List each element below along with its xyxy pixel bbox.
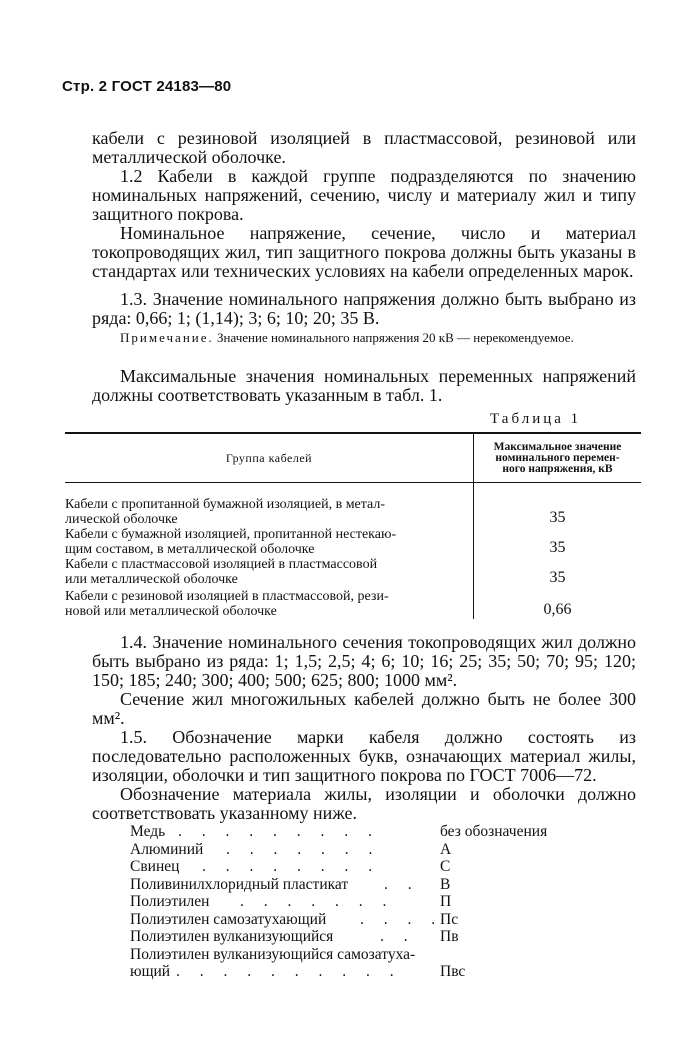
cell-line: новой или металлической оболочке — [65, 603, 277, 619]
leader-dots: . . — [380, 928, 416, 945]
material-name: Медь — [130, 823, 166, 840]
material-code: Пс — [440, 910, 459, 928]
material-code: В — [440, 875, 451, 893]
paragraph-1-4: 1.4. Значение номинального сечения токопроводящих жил должно быть выбрано из ряда: 1; 1,5; 2,5; 4; 6; 10; 16; 25; 35; 50; 70; 95; 120; 150; 185; 240; 300; 400; 500; 625; 800; 1000 мм². — [92, 632, 636, 690]
header-line: номинального перемен- — [495, 451, 620, 464]
cable-group-cell — [65, 557, 474, 587]
leader-dots: . . . . — [360, 910, 444, 928]
material-name: Полиэтилен вулканизующийся — [130, 928, 334, 945]
table-header-max-voltage — [474, 433, 642, 483]
leader-dots: . . . . . . . — [226, 840, 381, 858]
leader-dots: . . — [384, 875, 420, 893]
page-header: Стр. 2 ГОСТ 24183—80 — [62, 78, 232, 95]
material-code: Пв — [440, 928, 459, 945]
paragraph-nominal-voltage-spec: Номинальное напряжение, сечение, число и материал токопроводящих жил, тип защитного покрова должны быть указаны в стандартах или технических условиях на кабели определенных марок. — [92, 223, 636, 281]
cell-line: Кабели с бумажной изоляцией, пропитанной нестекаю- — [65, 527, 397, 542]
table-caption: Таблица 1 — [490, 411, 582, 427]
table-row — [65, 557, 641, 587]
cell-line: щим составом, в металлической оболочке — [65, 541, 315, 557]
voltage-value: 0,66 — [474, 587, 642, 619]
material-code: без обозначения — [440, 823, 548, 840]
voltage-value: 35 — [474, 557, 642, 587]
material-code: П — [440, 893, 452, 910]
cell-line: Кабели с пропитанной бумажной изоляцией, в метал- — [65, 497, 386, 512]
note-label: Примечание. — [120, 330, 214, 345]
header-line: ного напряжения, кВ — [502, 462, 613, 475]
cable-group-cell — [65, 587, 474, 619]
cell-line: или металлической оболочке — [65, 571, 238, 587]
paragraph-1-5: 1.5. Обозначение марки кабеля должно состоять из последовательно расположенных букв, означающих материал жилы, изоляции, оболочки и тип защитного покрова по ГОСТ 7006—72. — [92, 727, 636, 785]
table-row — [65, 483, 641, 528]
table-1 — [65, 432, 641, 619]
table-header-group: Группа кабелей — [65, 433, 474, 483]
paragraph-cable-types-end: кабели с резиновой изоляцией в пластмассовой, резиновой или металлической оболочке. — [92, 128, 636, 167]
cable-group-cell — [65, 527, 474, 557]
paragraph-1-3: 1.3. Значение номинального напряжения должно быть выбрано из ряда: 0,66; 1; (1,14); 3; 6; 10; 20; 35 В. — [92, 289, 636, 328]
material-name: Полиэтилен — [130, 893, 210, 910]
material-name: Алюминий — [130, 840, 204, 858]
paragraph-material-designation: Обозначение материала жилы, изоляции и оболочки должно соответствовать указанному ниже. — [92, 784, 636, 823]
table-row — [65, 527, 641, 557]
leader-dots: . . . . . . . . . — [178, 823, 380, 840]
material-name: Полиэтилен самозатухающий — [130, 910, 327, 928]
paragraph-max-voltages: Максимальные значения номинальных переменных напряжений должны соответствовать указанным в табл. 1. — [92, 366, 636, 405]
note — [92, 330, 636, 345]
paragraph-1-2: 1.2 Кабели в каждой группе подразделяются по значению номинальных напряжений, сечению, числу и материалу жил и типу защитного покрова. — [92, 166, 636, 224]
material-name: Полиэтилен вулканизующийся самозатуха- — [130, 945, 416, 963]
header-line: Максимальное значение — [493, 440, 622, 453]
paragraph-max-section: Сечение жил многожильных кабелей должно быть не более 300 мм². — [92, 689, 636, 728]
table-header-row — [65, 433, 641, 483]
table-row — [65, 587, 641, 619]
material-name: ющий — [130, 963, 171, 980]
material-name: Свинец — [130, 858, 180, 875]
leader-dots: . . . . . . . . . . — [176, 963, 402, 980]
material-name: Поливинилхлоридный пластикат — [130, 875, 349, 893]
note-text: Значение номинального напряжения 20 кВ — нерекомендуемое. — [217, 330, 574, 345]
cable-group-cell — [65, 483, 474, 528]
material-code: Пвс — [440, 963, 466, 980]
cell-line: Кабели с резиновой изоляцией в пластмассовой, рези- — [65, 589, 389, 604]
leader-dots: . . . . . . . — [240, 893, 395, 910]
voltage-value: 35 — [474, 527, 642, 557]
material-code: А — [440, 840, 452, 858]
cell-line: лической оболочке — [65, 511, 178, 527]
leader-dots: . . . . . . . . — [202, 858, 381, 875]
material-code: С — [440, 858, 451, 875]
cell-line: Кабели с пластмассовой изоляцией в пластмассовой — [65, 557, 378, 572]
voltage-value: 35 — [474, 483, 642, 528]
